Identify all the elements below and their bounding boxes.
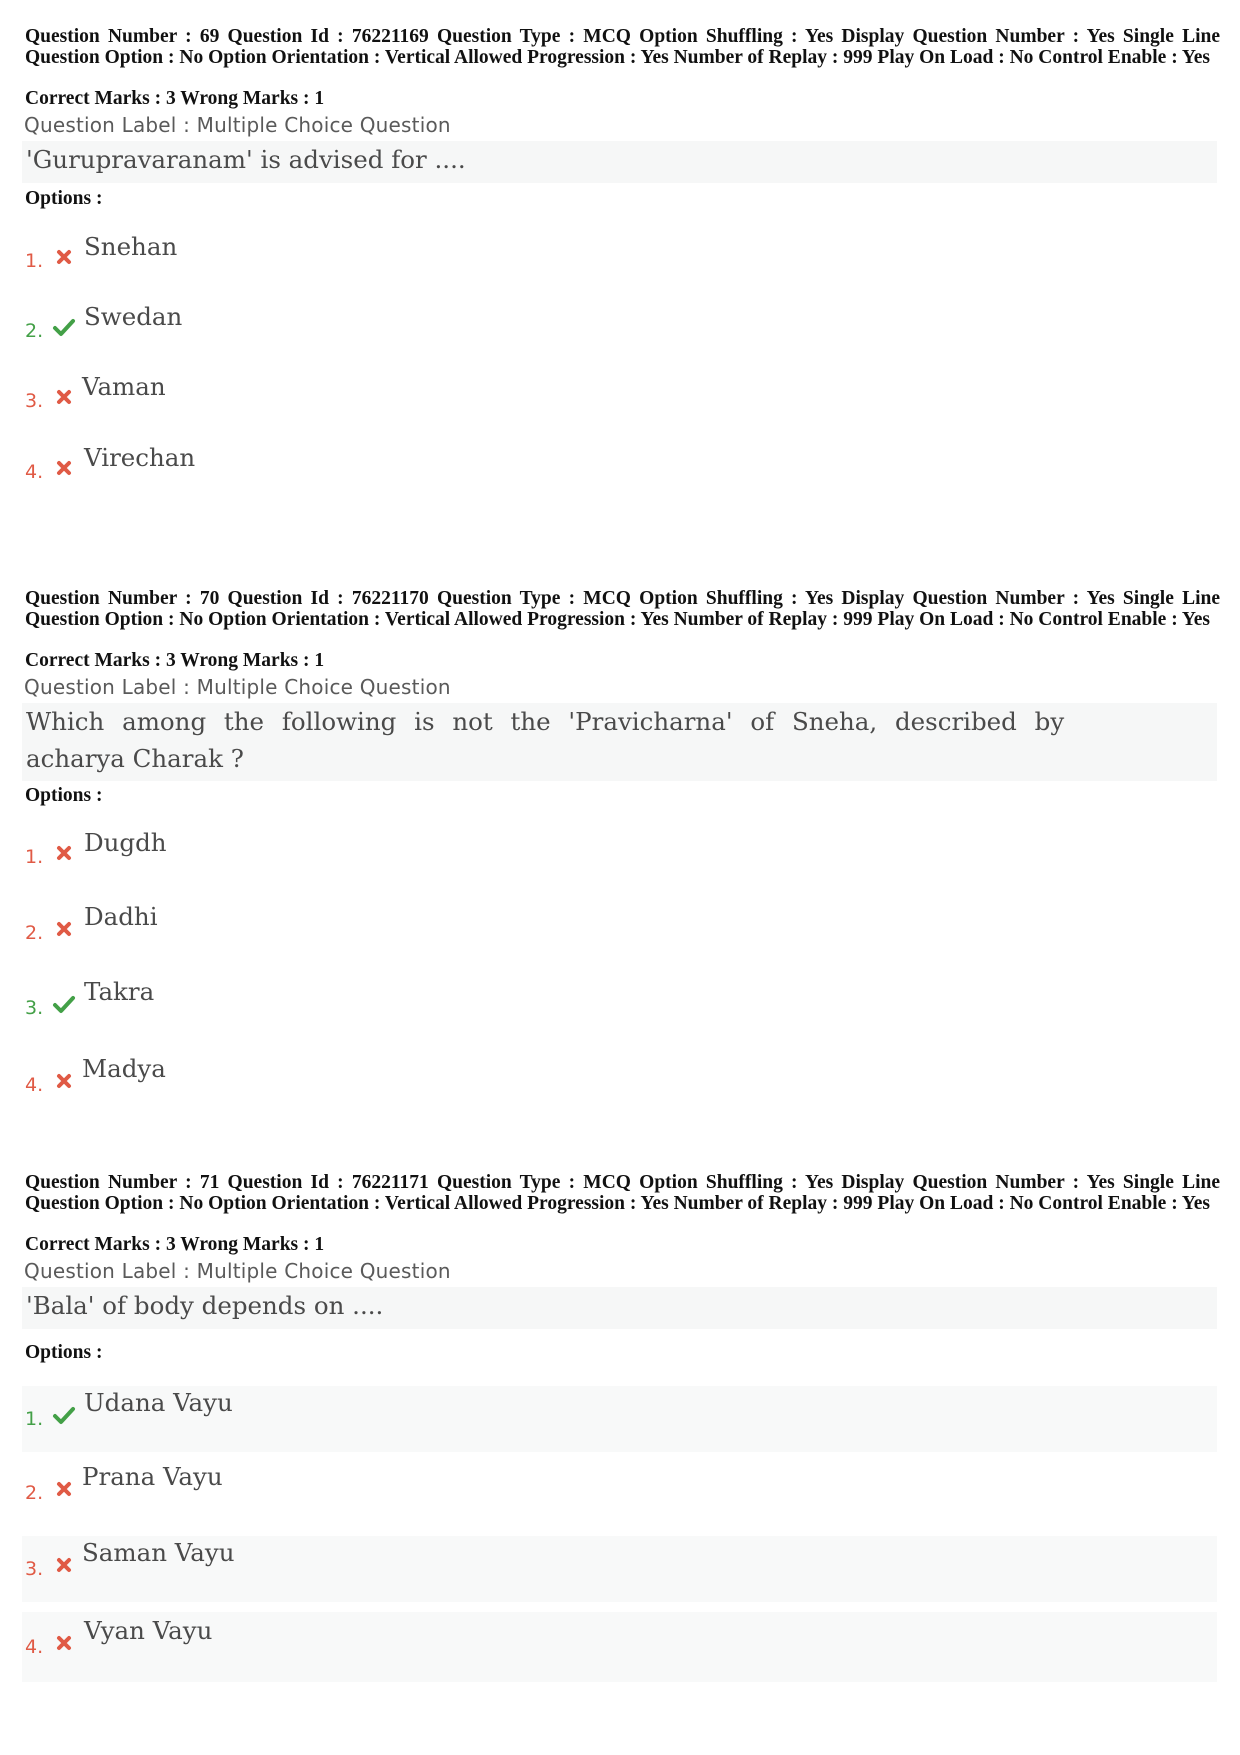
option-text: Swedan xyxy=(84,302,183,331)
option-item[interactable] xyxy=(22,443,1217,509)
option-item[interactable] xyxy=(22,1054,1217,1122)
option-number: 4. xyxy=(25,1636,44,1658)
cross-icon xyxy=(52,1632,76,1654)
check-icon xyxy=(52,993,76,1015)
option-text: Takra xyxy=(84,977,155,1006)
question-meta: Question Number : 70 Question Id : 76221170 Question Type : MCQ Option Shuffling : Yes Display Question Number : Yes Single Line Question Option : No Option Orientation : Vertical Allowed Progression : Yes Number of Replay : 999 Play On Load : No Control Enable : Yes xyxy=(25,588,1220,630)
question-text-line: acharya Charak ? xyxy=(26,744,244,773)
option-text: Udana Vayu xyxy=(84,1388,233,1417)
option-text: Vaman xyxy=(82,372,166,401)
question-text-line: 'Gurupravaranam' is advised for .... xyxy=(26,145,466,174)
option-number: 3. xyxy=(25,1558,44,1580)
option-text: Virechan xyxy=(84,443,196,472)
question-text-line: 'Bala' of body depends on .... xyxy=(26,1291,384,1320)
option-text: Snehan xyxy=(84,232,178,261)
question-marks: Correct Marks : 3 Wrong Marks : 1 xyxy=(25,88,325,109)
options-heading: Options : xyxy=(25,785,103,806)
question-text xyxy=(22,1287,1217,1329)
option-item[interactable] xyxy=(22,902,1217,970)
check-icon xyxy=(52,316,76,338)
option-item[interactable] xyxy=(22,1386,1217,1452)
question-label: Question Label : Multiple Choice Question xyxy=(24,113,451,137)
option-item[interactable] xyxy=(22,372,1217,438)
option-number: 2. xyxy=(25,922,44,944)
option-number: 1. xyxy=(25,250,44,272)
option-text: Dadhi xyxy=(84,902,158,931)
cross-icon xyxy=(52,386,76,408)
option-item[interactable] xyxy=(22,1536,1217,1602)
option-item[interactable] xyxy=(22,302,1217,368)
question-text-line: Which among the following is not the 'Pravicharna' of Sneha, described by xyxy=(26,707,1065,736)
question-meta: Question Number : 69 Question Id : 76221169 Question Type : MCQ Option Shuffling : Yes Display Question Number : Yes Single Line Question Option : No Option Orientation : Vertical Allowed Progression : Yes Number of Replay : 999 Play On Load : No Control Enable : Yes xyxy=(25,26,1220,68)
option-number: 4. xyxy=(25,1074,44,1096)
option-number: 3. xyxy=(25,390,44,412)
option-text: Prana Vayu xyxy=(82,1462,223,1491)
cross-icon xyxy=(52,1478,76,1500)
option-number: 2. xyxy=(25,320,44,342)
options-heading: Options : xyxy=(25,1342,103,1363)
option-number: 1. xyxy=(25,1408,44,1430)
cross-icon xyxy=(52,1554,76,1576)
question-marks: Correct Marks : 3 Wrong Marks : 1 xyxy=(25,650,325,671)
option-item[interactable] xyxy=(22,1462,1217,1528)
option-item[interactable] xyxy=(22,232,1217,298)
question-label: Question Label : Multiple Choice Question xyxy=(24,675,451,699)
option-item[interactable] xyxy=(22,977,1217,1045)
cross-icon xyxy=(52,842,76,864)
question-text xyxy=(22,141,1217,183)
option-number: 3. xyxy=(25,997,44,1019)
option-item[interactable] xyxy=(22,828,1217,894)
option-item[interactable] xyxy=(22,1612,1217,1682)
option-number: 1. xyxy=(25,846,44,868)
option-text: Dugdh xyxy=(84,828,167,857)
cross-icon xyxy=(52,246,76,268)
option-text: Saman Vayu xyxy=(82,1538,235,1567)
question-meta: Question Number : 71 Question Id : 76221171 Question Type : MCQ Option Shuffling : Yes Display Question Number : Yes Single Line Question Option : No Option Orientation : Vertical Allowed Progression : Yes Number of Replay : 999 Play On Load : No Control Enable : Yes xyxy=(25,1172,1220,1214)
question-text xyxy=(22,703,1217,781)
option-number: 4. xyxy=(25,461,44,483)
option-number: 2. xyxy=(25,1482,44,1504)
question-label: Question Label : Multiple Choice Question xyxy=(24,1259,451,1283)
option-text: Madya xyxy=(82,1054,166,1083)
cross-icon xyxy=(52,457,76,479)
cross-icon xyxy=(52,918,76,940)
cross-icon xyxy=(52,1070,76,1092)
option-text: Vyan Vayu xyxy=(84,1616,213,1645)
question-marks: Correct Marks : 3 Wrong Marks : 1 xyxy=(25,1234,325,1255)
check-icon xyxy=(52,1404,76,1426)
options-heading: Options : xyxy=(25,188,103,209)
